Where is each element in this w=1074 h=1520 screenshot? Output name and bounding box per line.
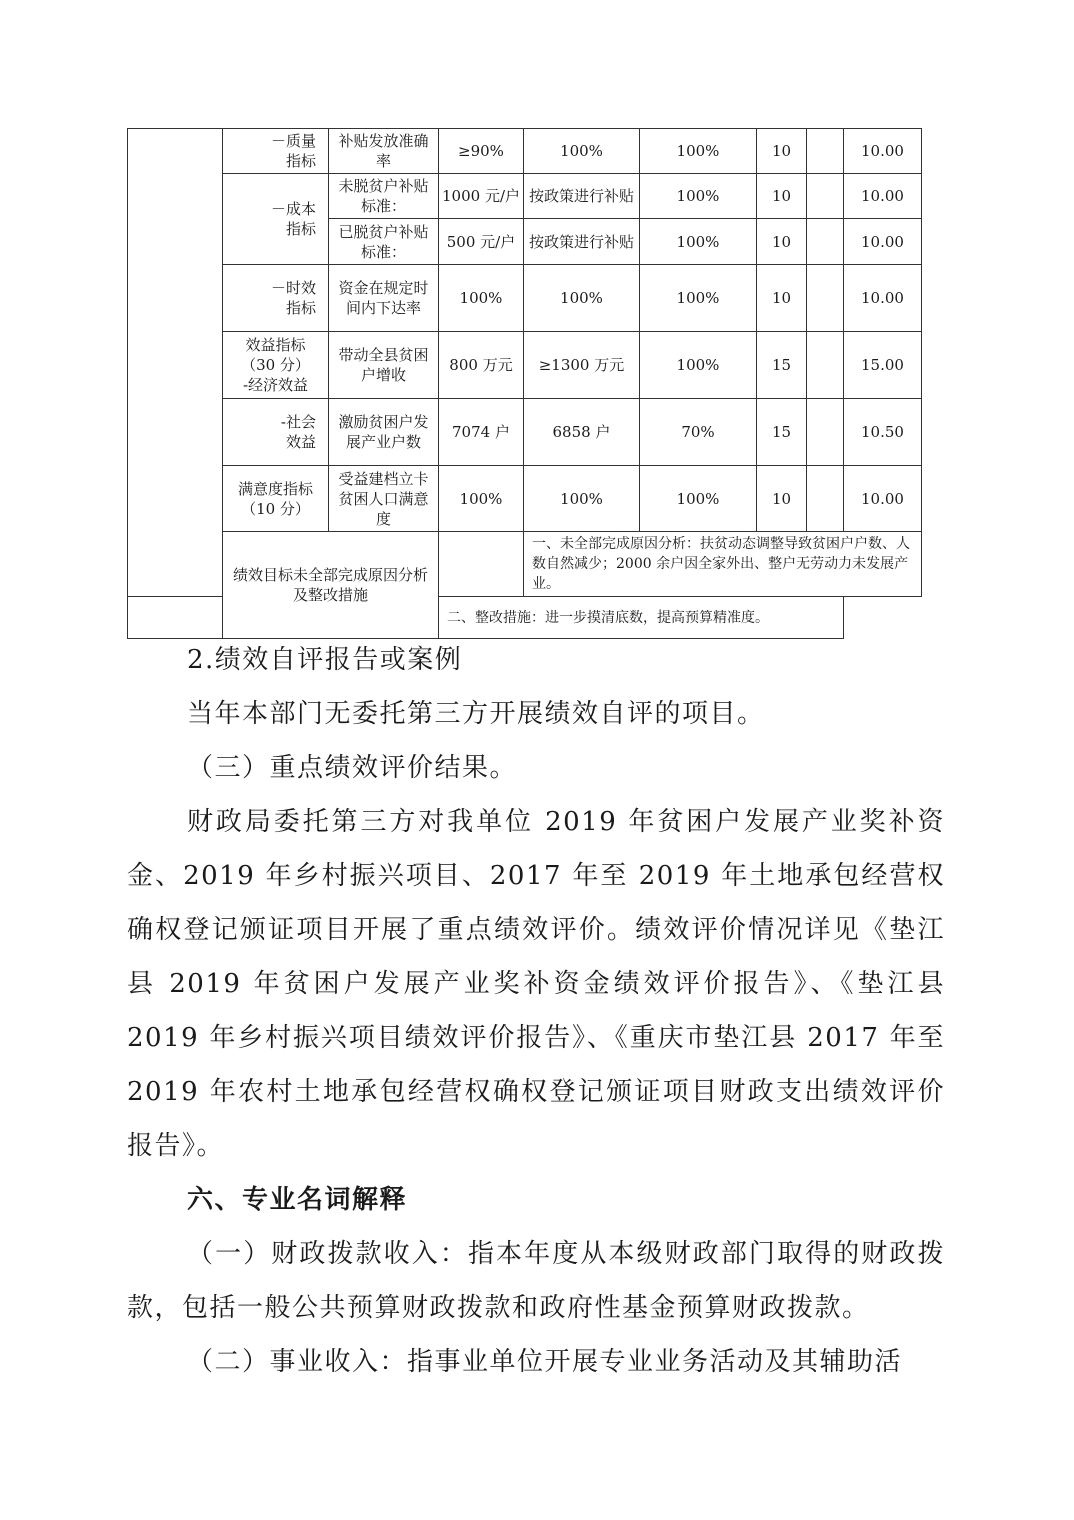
section-heading: 六、专业名词解释 xyxy=(187,1185,408,1215)
table-row xyxy=(128,265,922,332)
blank-cell xyxy=(807,129,844,174)
paragraph: 财政局委托第三方对我单位 2019 年贫困户发展产业奖补资金、2019 年乡村振兴项目、2017 年至 2019 年土地承包经营权确权登记颁证项目开展了重点绩效评价。绩效评价情况详见《垫江县 2019 年贫困户发展产业奖补资金绩效评价报告》、《垫江县 2019 年乡村振兴项目绩效评价报告》、《重庆市垫江县 2017 年至 2019 年农村土地承包经营权确权登记颁证项目财政支出绩效评价报告》。 xyxy=(127,807,945,1161)
indicator-name: 资金在规定时间内下达率 xyxy=(329,265,439,332)
completion-rate: 70% xyxy=(640,399,757,466)
blank-cell xyxy=(807,174,844,219)
score-value: 10.00 xyxy=(844,219,922,265)
actual-value: ≥1300 万元 xyxy=(524,332,640,399)
target-value: 100% xyxy=(439,466,524,532)
blank-cell xyxy=(807,399,844,466)
completion-rate: 100% xyxy=(640,219,757,265)
indicator-name: 受益建档立卡贫困人口满意度 xyxy=(329,466,439,532)
table-row xyxy=(128,399,922,466)
completion-rate: 100% xyxy=(640,129,757,174)
blank-cell xyxy=(807,219,844,265)
indicator-name: 补贴发放准确率 xyxy=(329,129,439,174)
table-row xyxy=(128,174,922,219)
actual-value: 100% xyxy=(524,129,640,174)
actual-value: 按政策进行补贴 xyxy=(524,174,640,219)
target-value: 500 元/户 xyxy=(439,219,524,265)
completion-rate: 100% xyxy=(640,466,757,532)
actual-value: 100% xyxy=(524,466,640,532)
section-subheading: （三）重点绩效评价结果。 xyxy=(187,753,518,783)
completion-rate: 100% xyxy=(640,332,757,399)
footer-label: 绩效目标未全部完成原因分析及整改措施 xyxy=(223,532,439,639)
score-value: 10.00 xyxy=(844,466,922,532)
blank-cell xyxy=(807,466,844,532)
paragraph: （一）财政拨款收入：指本年度从本级财政部门取得的财政拨款，包括一般公共预算财政拨款和政府性基金预算财政拨款。 xyxy=(127,1239,945,1323)
indicator-name: 带动全县贫困户增收 xyxy=(329,332,439,399)
reason-analysis: 一、未全部完成原因分析：扶贫动态调整导致贫困户户数、人数自然减少；2000 余户因全家外出、整户无劳动力未发展产业。 xyxy=(524,532,922,597)
table-row xyxy=(128,332,922,399)
blank-cell xyxy=(807,265,844,332)
merged-category-cell xyxy=(128,129,223,597)
weight-value: 10 xyxy=(757,265,807,332)
indicator-name: 激励贫困户发展产业户数 xyxy=(329,399,439,466)
weight-value: 15 xyxy=(757,332,807,399)
score-value: 10.00 xyxy=(844,174,922,219)
target-value: 1000 元/户 xyxy=(439,174,524,219)
weight-value: 10 xyxy=(757,174,807,219)
score-value: 10.00 xyxy=(844,129,922,174)
weight-value: 10 xyxy=(757,219,807,265)
table-row xyxy=(128,466,922,532)
target-value: 7074 户 xyxy=(439,399,524,466)
weight-value: 15 xyxy=(757,399,807,466)
score-value: 10.00 xyxy=(844,265,922,332)
blank-cell xyxy=(807,332,844,399)
subcategory-cell: －成本 指标 xyxy=(223,174,329,265)
subcategory-cell: －质量 指标 xyxy=(223,129,329,174)
footer-blank-cell xyxy=(439,532,524,597)
section-subheading: 2.绩效自评报告或案例 xyxy=(187,645,463,675)
table-row xyxy=(128,129,922,174)
completion-rate: 100% xyxy=(640,265,757,332)
weight-value: 10 xyxy=(757,129,807,174)
subcategory-cell: 满意度指标 （10 分） xyxy=(223,466,329,532)
weight-value: 10 xyxy=(757,466,807,532)
table-row xyxy=(128,532,922,597)
subcategory-cell: －时效 指标 xyxy=(223,265,329,332)
target-value: 800 万元 xyxy=(439,332,524,399)
performance-table xyxy=(127,128,922,639)
subcategory-cell: -社会 效益 xyxy=(223,399,329,466)
score-value: 10.50 xyxy=(844,399,922,466)
score-value: 15.00 xyxy=(844,332,922,399)
completion-rate: 100% xyxy=(640,174,757,219)
paragraph: （二）事业收入：指事业单位开展专业业务活动及其辅助活 xyxy=(187,1347,903,1377)
indicator-name: 未脱贫户补贴标准： xyxy=(329,174,439,219)
rectification-measures: 二、整改措施：进一步摸清底数，提高预算精准度。 xyxy=(439,597,844,639)
actual-value: 按政策进行补贴 xyxy=(524,219,640,265)
target-value: 100% xyxy=(439,265,524,332)
paragraph: 当年本部门无委托第三方开展绩效自评的项目。 xyxy=(187,699,765,729)
subcategory-cell: 效益指标 （30 分） -经济效益 xyxy=(223,332,329,399)
target-value: ≥90% xyxy=(439,129,524,174)
indicator-name: 已脱贫户补贴标准： xyxy=(329,219,439,265)
actual-value: 6858 户 xyxy=(524,399,640,466)
actual-value: 100% xyxy=(524,265,640,332)
